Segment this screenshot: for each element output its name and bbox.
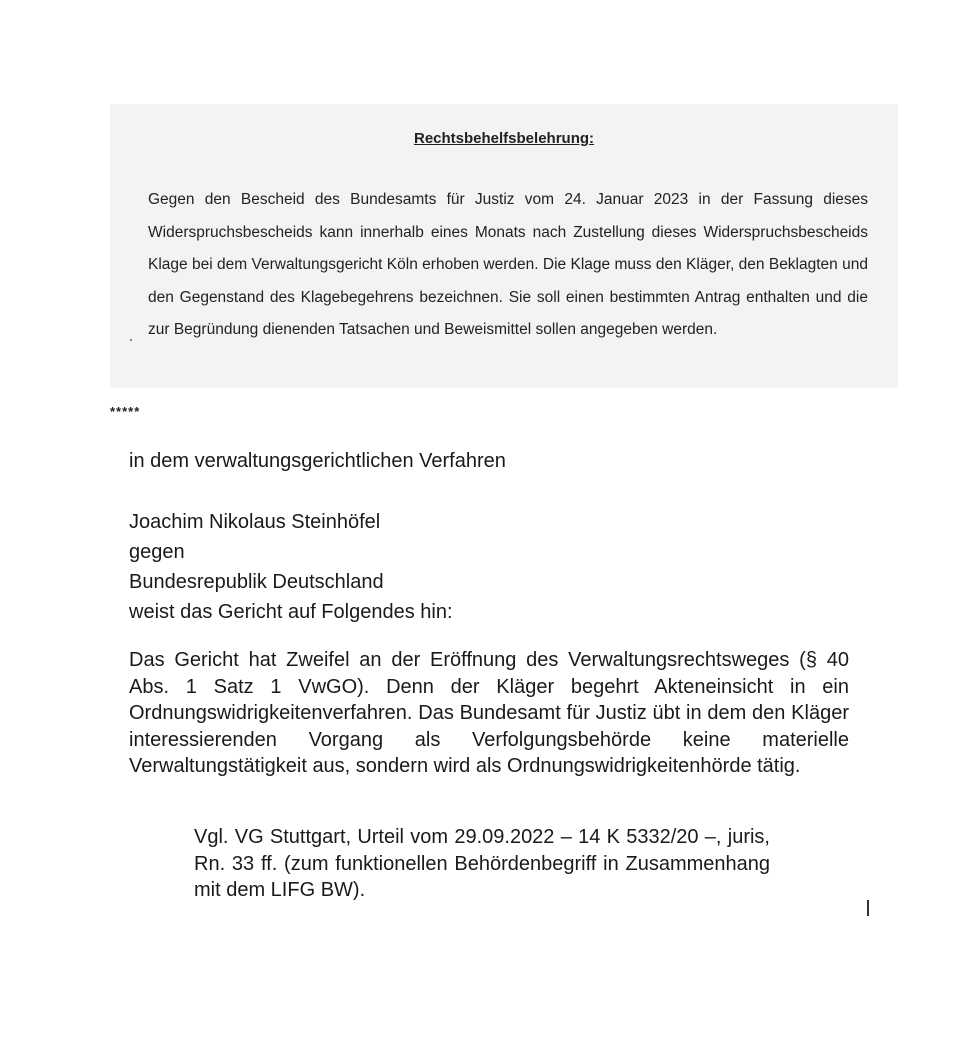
court-intro-line: weist das Gericht auf Folgendes hin: [129,601,453,623]
legal-remedy-notice-box [110,104,898,388]
notice-text: Gegen den Bescheid des Bundesamts für Justiz vom 24. Januar 2023 in der Fassung dieses Widerspruchsbescheids kann innerhalb eines Monats nach Zustellung dieses Widerspruchsbescheids Klage bei dem Verwaltungsgericht Köln erhoben werden. Die Klage muss den Kläger, den Beklagten und den Gegenstand des Klagebegehrens bezeichnen. Sie soll einen bestimmten Antrag enthalten und die zur Begründung dienenden Tatsachen und Beweismittel sollen angegeben werden. [148,191,868,339]
versus-word: gegen [129,541,185,563]
court-notice-paragraph: Das Gericht hat Zweifel an der Eröffnung des Verwaltungsrechtsweges (§ 40 Abs. 1 Satz 1 VwGO). Denn der Kläger begehrt Akteneinsicht in ein Ordnungswidrigkeitenverfahren. Das Bundesamt für Justiz übt in dem den Kläger interessierenden Vorgang als Verfolgungsbehörde keine materielle Verwaltungstätigkeit aus, sondern wird als Ordnungswidrigkeitenhörde tätig. [129,649,849,777]
parties-block [129,507,453,627]
notice-title: Rechtsbehelfsbelehrung: [413,130,595,147]
margin-mark [867,900,869,916]
case-citation: Vgl. VG Stuttgart, Urteil vom 29.09.2022 – 14 K 5332/20 –, juris, Rn. 33 ff. (zum funktionellen Behördenbegriff in Zusammenhang mit dem LIFG BW). [194,826,770,901]
separator-stars: ***** [110,404,141,419]
plaintiff-name: Joachim Nikolaus Steinhöfel [129,511,381,533]
scan-speck [130,339,132,341]
proceeding-line: in dem verwaltungsgerichtlichen Verfahren [129,450,506,472]
defendant-name: Bundesrepublik Deutschland [129,571,384,593]
